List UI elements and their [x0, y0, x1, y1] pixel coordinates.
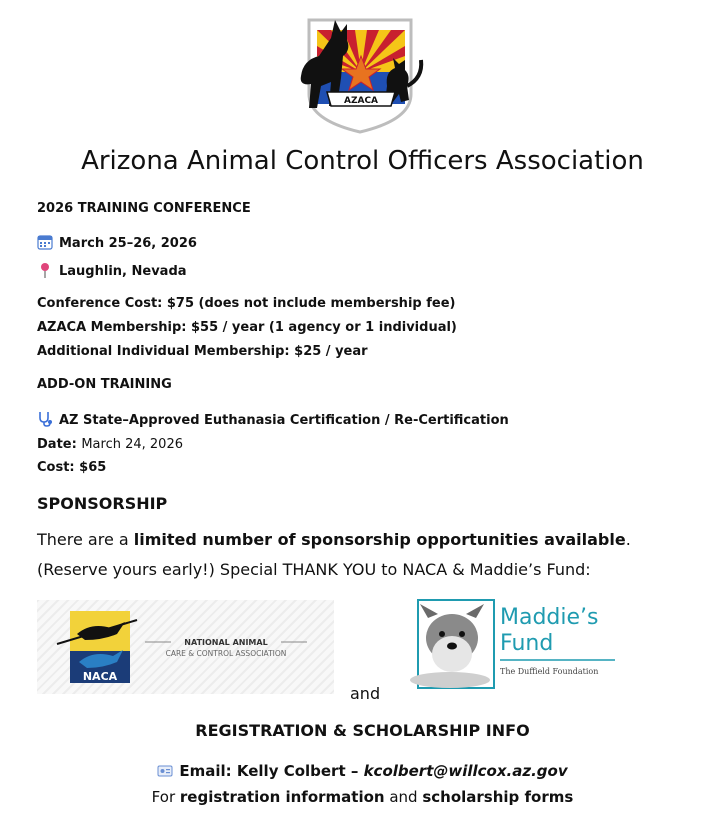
- sponsorship-line-2: (Reserve yours early!) Special THANK YOU to NACA & Maddie’s Fund:: [37, 560, 591, 579]
- sponsorship-heading: SPONSORSHIP: [37, 494, 168, 513]
- id-card-icon: [157, 763, 173, 779]
- email-link[interactable]: kcolbert@willcox.az.gov: [363, 762, 568, 780]
- registration-note: For registration information and scholarship forms: [151, 788, 574, 806]
- conference-heading: 2026 TRAINING CONFERENCE: [37, 201, 251, 216]
- svg-text:CARE & CONTROL ASSOCIATION: CARE & CONTROL ASSOCIATION: [165, 649, 287, 658]
- svg-text:Maddie’s: Maddie’s: [500, 605, 599, 630]
- addon-course: AZ State–Approved Euthanasia Certification / Re-Certification: [37, 411, 509, 428]
- registration-heading: REGISTRATION & SCHOLARSHIP INFO: [195, 721, 530, 740]
- map-pin-icon: [37, 262, 53, 278]
- maddies-fund-logo: [400, 598, 625, 690]
- conference-date: March 25–26, 2026: [37, 234, 197, 251]
- svg-text:NACA: NACA: [82, 670, 118, 683]
- svg-text:AZACA: AZACA: [343, 96, 379, 106]
- sponsorship-line-1: There are a limited number of sponsorship opportunities available.: [37, 530, 631, 549]
- registration-email: Email: Kelly Colbert – kcolbert@willcox.az.gov: [0, 762, 725, 780]
- svg-text:NATIONAL ANIMAL: NATIONAL ANIMAL: [184, 638, 268, 647]
- svg-text:The Duffield Foundation: The Duffield Foundation: [500, 667, 599, 676]
- addon-date: Date: March 24, 2026: [37, 437, 183, 452]
- svg-text:Fund: Fund: [500, 631, 554, 656]
- membership-cost: AZACA Membership: $55 / year (1 agency or 1 individual): [37, 320, 457, 335]
- additional-membership-cost: Additional Individual Membership: $25 / year: [37, 344, 368, 359]
- naca-logo: [37, 600, 334, 694]
- stethoscope-icon: [37, 411, 53, 427]
- addon-cost: Cost: $65: [37, 460, 107, 475]
- azaca-logo: [291, 16, 431, 136]
- and-text: and: [350, 684, 381, 703]
- addon-heading: ADD-ON TRAINING: [37, 377, 172, 392]
- page-title: Arizona Animal Control Officers Association: [81, 146, 644, 176]
- conference-location: Laughlin, Nevada: [37, 262, 187, 279]
- calendar-icon: [37, 234, 53, 250]
- conference-cost: Conference Cost: $75 (does not include membership fee): [37, 296, 456, 311]
